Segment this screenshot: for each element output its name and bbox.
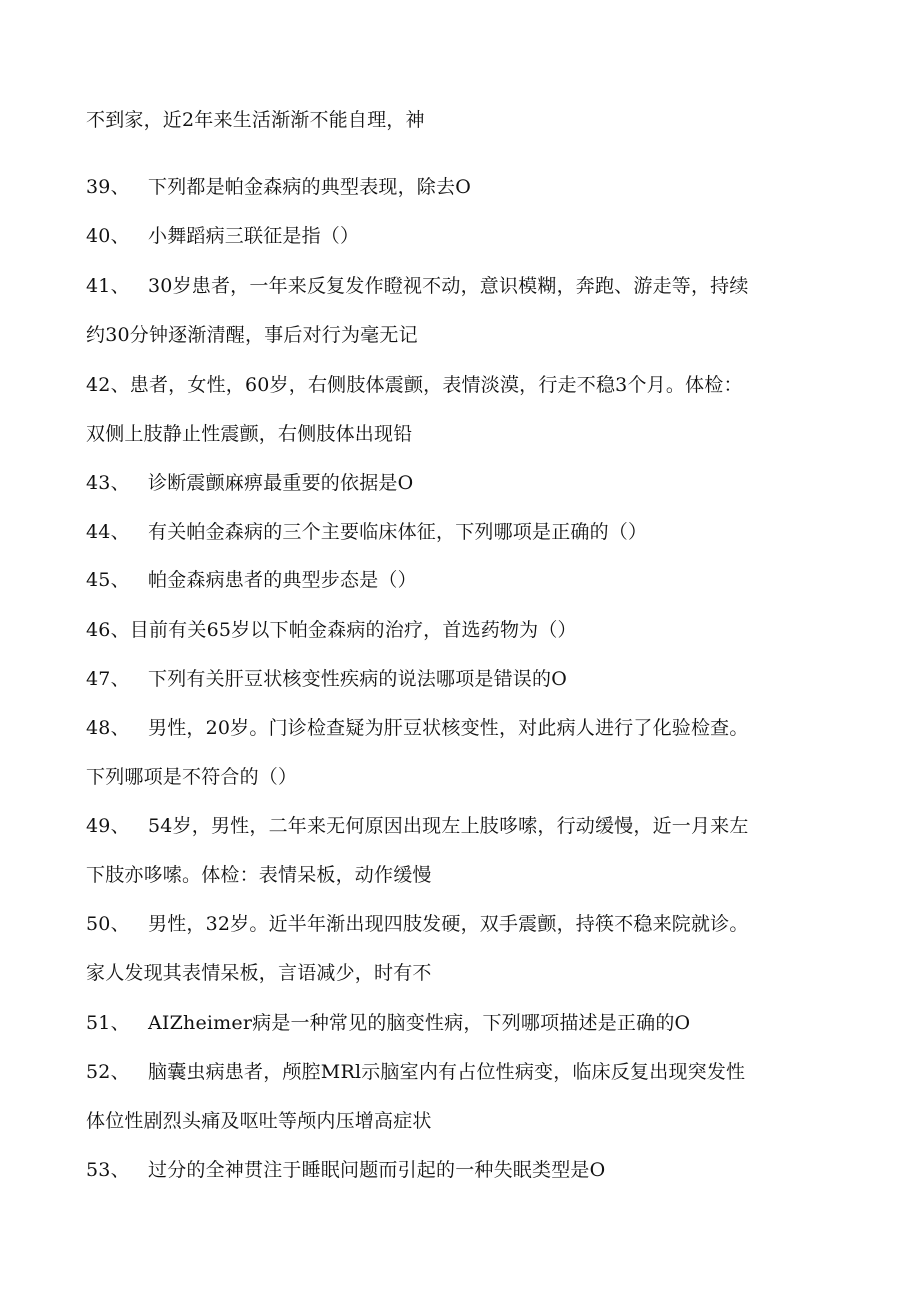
text-line bbox=[86, 961, 432, 985]
question-41 bbox=[86, 274, 749, 298]
question-text: 小舞蹈病三联征是指（） bbox=[148, 225, 360, 247]
question-46 bbox=[86, 618, 577, 642]
question-number: 47、 bbox=[86, 668, 130, 690]
question-text: 46、目前有关65岁以下帕金森病的治疗，首选药物为（） bbox=[86, 619, 577, 641]
question-text: 30岁患者，一年来反复发作瞪视不动，意识模糊，奔跑、游走等，持续 bbox=[148, 275, 749, 297]
question-45 bbox=[86, 568, 417, 592]
line-text: 体位性剧烈头痛及呕吐等颅内压增高症状 bbox=[86, 1110, 432, 1132]
question-number: 40、 bbox=[86, 225, 130, 247]
question-40 bbox=[86, 224, 359, 248]
question-47 bbox=[86, 667, 567, 691]
question-text: 男性，32岁。近半年渐出现四肢发硬，双手震颤，持筷不稳来院就诊。 bbox=[148, 913, 749, 935]
text-line bbox=[86, 765, 297, 789]
text-line bbox=[86, 422, 412, 446]
question-44 bbox=[86, 520, 647, 544]
question-number: 39、 bbox=[86, 176, 130, 198]
line-text: 双侧上肢静止性震颤，右侧肢体出现铅 bbox=[86, 423, 413, 445]
question-text: 男性，20岁。门诊检查疑为肝豆状核变性，对此病人进行了化验检查。 bbox=[148, 717, 749, 739]
question-number: 45、 bbox=[86, 569, 130, 591]
question-text: 下列都是帕金森病的典型表现，除去O bbox=[148, 176, 471, 198]
question-42 bbox=[86, 373, 743, 397]
question-51 bbox=[86, 1011, 690, 1035]
question-52 bbox=[86, 1060, 745, 1084]
question-number: 50、 bbox=[86, 913, 130, 935]
question-53 bbox=[86, 1158, 605, 1182]
line-text: 下列哪项是不符合的（） bbox=[86, 766, 298, 788]
question-number: 48、 bbox=[86, 717, 130, 739]
text-line bbox=[86, 323, 418, 347]
question-number: 49、 bbox=[86, 815, 130, 837]
question-48 bbox=[86, 716, 749, 740]
question-text: 54岁，男性，二年来无何原因出现左上肢哆嗦，行动缓慢，近一月来左 bbox=[148, 815, 749, 837]
text-line bbox=[86, 1109, 432, 1133]
text-line bbox=[86, 863, 432, 887]
line-text: 不到家，近2年来生活渐渐不能自理，神 bbox=[86, 109, 425, 131]
question-text: 诊断震颤麻痹最重要的依据是O bbox=[148, 472, 414, 494]
question-49 bbox=[86, 814, 749, 838]
question-number: 51、 bbox=[86, 1012, 130, 1034]
question-number: 52、 bbox=[86, 1061, 130, 1083]
text-line bbox=[86, 108, 425, 132]
line-text: 家人发现其表情呆板，言语减少，时有不 bbox=[86, 962, 432, 984]
question-text: 过分的全神贯注于睡眠问题而引起的一种失眠类型是O bbox=[148, 1159, 606, 1181]
question-50 bbox=[86, 912, 749, 936]
question-number: 43、 bbox=[86, 472, 130, 494]
question-text: 有关帕金森病的三个主要临床体征，下列哪项是正确的（） bbox=[148, 521, 648, 543]
line-text: 下肢亦哆嗦。体检：表情呆板，动作缓慢 bbox=[86, 864, 432, 886]
question-43 bbox=[86, 471, 413, 495]
question-text: 下列有关肝豆状核变性疾病的说法哪项是错误的O bbox=[148, 668, 567, 690]
question-39 bbox=[86, 175, 471, 199]
question-number: 53、 bbox=[86, 1159, 130, 1181]
line-text: 约30分钟逐渐清醒，事后对行为毫无记 bbox=[86, 324, 418, 346]
question-number: 44、 bbox=[86, 521, 130, 543]
question-text: 42、患者，女性，60岁，右侧肢体震颤，表情淡漠，行走不稳3个月。体检： bbox=[86, 374, 743, 396]
question-text: AIZheimer病是一种常见的脑变性病，下列哪项描述是正确的O bbox=[148, 1012, 691, 1034]
question-number: 41、 bbox=[86, 275, 130, 297]
question-text: 帕金森病患者的典型步态是（） bbox=[148, 569, 417, 591]
question-text: 脑囊虫病患者，颅腔MRl示脑室内有占位性病变，临床反复出现突发性 bbox=[148, 1061, 746, 1083]
